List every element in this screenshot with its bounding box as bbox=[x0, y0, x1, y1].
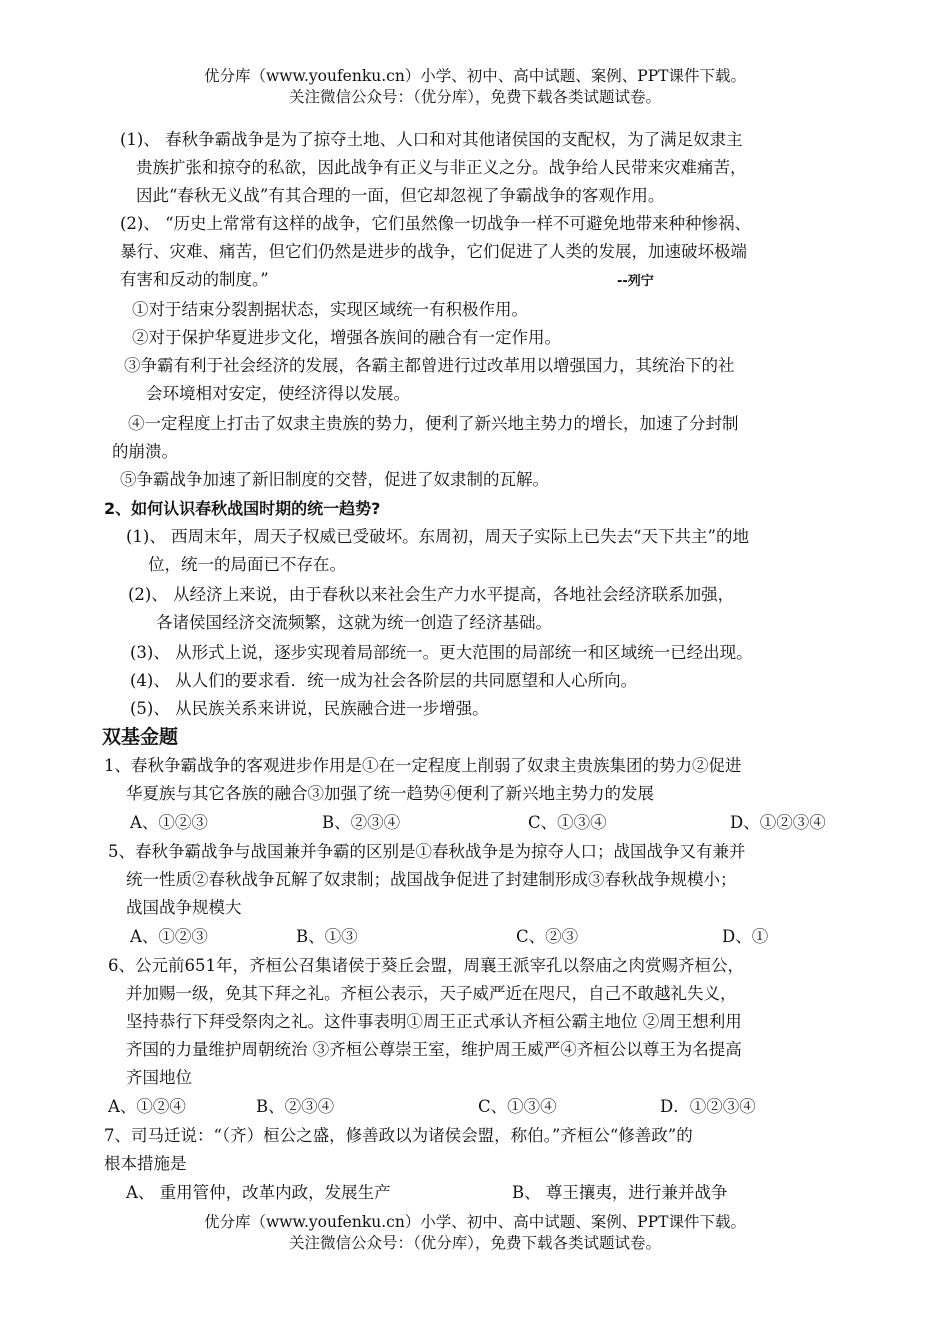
quote-author: --列宁 bbox=[617, 274, 654, 289]
point-3-line2: 会环境相对安定，使经济得以发展。 bbox=[146, 384, 410, 403]
q6-line3: 坚持恭行下拜受祭肉之礼。这件事表明①周王正式承认齐桓公霸主地位 ②周王想利用 bbox=[126, 1012, 742, 1031]
q5-line3: 战国战争规模大 bbox=[126, 898, 242, 917]
q6-option-a: A、①②④ bbox=[108, 1097, 186, 1116]
page-header-line2: 关注微信公众号：（优分库），免费下载各类试题试卷。 bbox=[288, 88, 661, 106]
q5-option-c: C、②③ bbox=[516, 927, 579, 946]
q6-option-b: B、②③④ bbox=[256, 1097, 335, 1116]
q7-option-b: B、 尊王攘夷，进行兼并战争 bbox=[512, 1183, 728, 1202]
q7-option-a: A、 重用管仲，改革内政，发展生产 bbox=[126, 1183, 391, 1202]
part2-item1-line2: 位，统一的局面已不存在。 bbox=[148, 555, 346, 574]
point-2: ②对于保护华夏进步文化，增强各族间的融合有一定作用。 bbox=[132, 328, 561, 347]
q5-option-b: B、①③ bbox=[296, 927, 358, 946]
q6-line1: 6、公元前651年，齐桓公召集诸侯于葵丘会盟，周襄王派宰孔以祭庙之肉赏赐齐桓公， bbox=[108, 956, 744, 975]
q5-line2: 统一性质②春秋战争瓦解了奴隶制；战国战争促进了封建制形成③春秋战争规模小； bbox=[126, 870, 737, 889]
page-header-line1: 优分库（www.youfenku.cn）小学、初中、高中试题、案例、PPT课件下载。 bbox=[203, 67, 747, 85]
q6-option-c: C、①③④ bbox=[478, 1097, 557, 1116]
q1-option-a: A、①②③ bbox=[130, 813, 208, 832]
part2-item2-line2: 各诸侯国经济交流频繁，这就为统一创造了经济基础。 bbox=[156, 613, 552, 632]
q5-line1: 5、春秋争霸战争与战国兼并争霸的区别是①春秋战争是为掠夺人口；战国战争又有兼并 bbox=[108, 842, 746, 861]
para2-line3: 有害和反动的制度。” bbox=[120, 270, 269, 289]
part2-item2-line1: (2)、 从经济上来说，由于春秋以来社会生产力水平提高，各地社会经济联系加强， bbox=[128, 585, 735, 604]
q7-line1: 7、司马迁说：“（齐）桓公之盛，修善政以为诸侯会盟，称伯。”齐桓公“修善政”的 bbox=[104, 1126, 693, 1145]
page-footer-line2: 关注微信公众号：（优分库），免费下载各类试题试卷。 bbox=[288, 1234, 661, 1252]
exercise-section-title: 双基金题 bbox=[102, 726, 179, 748]
part2-item5: (5)、 从民族关系来讲说，民族融合进一步增强。 bbox=[130, 699, 489, 718]
point-4-line1: ④一定程度上打击了奴隶主贵族的势力，便利了新兴地主势力的增长，加速了分封制 bbox=[128, 414, 739, 433]
q1-option-b: B、②③④ bbox=[322, 813, 401, 832]
part2-item1-line1: (1)、 西周末年，周天子权威已受破坏。东周初，周天子实际上已失去“天下共主”的地 bbox=[126, 527, 749, 546]
page-footer-line1: 优分库（www.youfenku.cn）小学、初中、高中试题、案例、PPT课件下载。 bbox=[203, 1213, 747, 1231]
q6-option-d: D．①②③④ bbox=[660, 1097, 756, 1116]
para2-line2: 暴行、灾难、痛苦，但它们仍然是进步的战争，它们促进了人类的发展，加速破坏极端 bbox=[120, 242, 747, 261]
q1-line1: 1、春秋争霸战争的客观进步作用是①在一定程度上削弱了奴隶主贵族集团的势力②促进 bbox=[104, 756, 742, 775]
q5-option-a: A、①②③ bbox=[130, 927, 208, 946]
para1-line1: (1)、 春秋争霸战争是为了掠夺土地、人口和对其他诸侯国的支配权，为了满足奴隶主 bbox=[120, 130, 743, 149]
q1-line2: 华夏族与其它各族的融合③加强了统一趋势④便利了新兴地主势力的发展 bbox=[126, 784, 654, 803]
part2-item4: (4)、 从人们的要求看．统一成为社会各阶层的共同愿望和人心所向。 bbox=[130, 671, 638, 690]
para2-line1: (2)、 “历史上常常有这样的战争，它们虽然像一切战争一样不可避免地带来种种惨祸、 bbox=[120, 214, 752, 233]
part2-item3: (3)、 从形式上说，逐步实现着局部统一。更大范围的局部统一和区域统一已经出现。 bbox=[130, 643, 753, 662]
point-3-line1: ③争霸有利于社会经济的发展，各霸主都曾进行过改革用以增强国力，其统治下的社 bbox=[124, 356, 735, 375]
point-4-line2: 的崩溃。 bbox=[112, 442, 178, 461]
q1-option-c: C、①③④ bbox=[528, 813, 607, 832]
q5-option-d: D、① bbox=[722, 927, 769, 946]
q6-line5: 齐国地位 bbox=[126, 1068, 192, 1087]
para1-line3: 因此“春秋无义战”有其合理的一面，但它却忽视了争霸战争的客观作用。 bbox=[136, 186, 665, 205]
point-5: ⑤争霸战争加速了新旧制度的交替，促进了奴隶制的瓦解。 bbox=[120, 470, 549, 489]
q1-option-d: D、①②③④ bbox=[730, 813, 826, 832]
point-1: ①对于结束分裂割据状态，实现区域统一有积极作用。 bbox=[132, 300, 528, 319]
q6-line2: 并加赐一级，免其下拜之礼。齐桓公表示，天子威严近在咫尺，自己不敢越礼失义， bbox=[126, 984, 737, 1003]
q6-line4: 齐国的力量维护周朝统治 ③齐桓公尊崇王室，维护周王威严④齐桓公以尊王为名提高 bbox=[126, 1040, 742, 1059]
para1-line2: 贵族扩张和掠夺的私欲，因此战争有正义与非正义之分。战争给人民带来灾难痛苦， bbox=[136, 158, 747, 177]
q7-line2: 根本措施是 bbox=[104, 1154, 187, 1173]
section-2-heading: 2、如何认识春秋战国时期的统一趋势? bbox=[104, 499, 381, 518]
